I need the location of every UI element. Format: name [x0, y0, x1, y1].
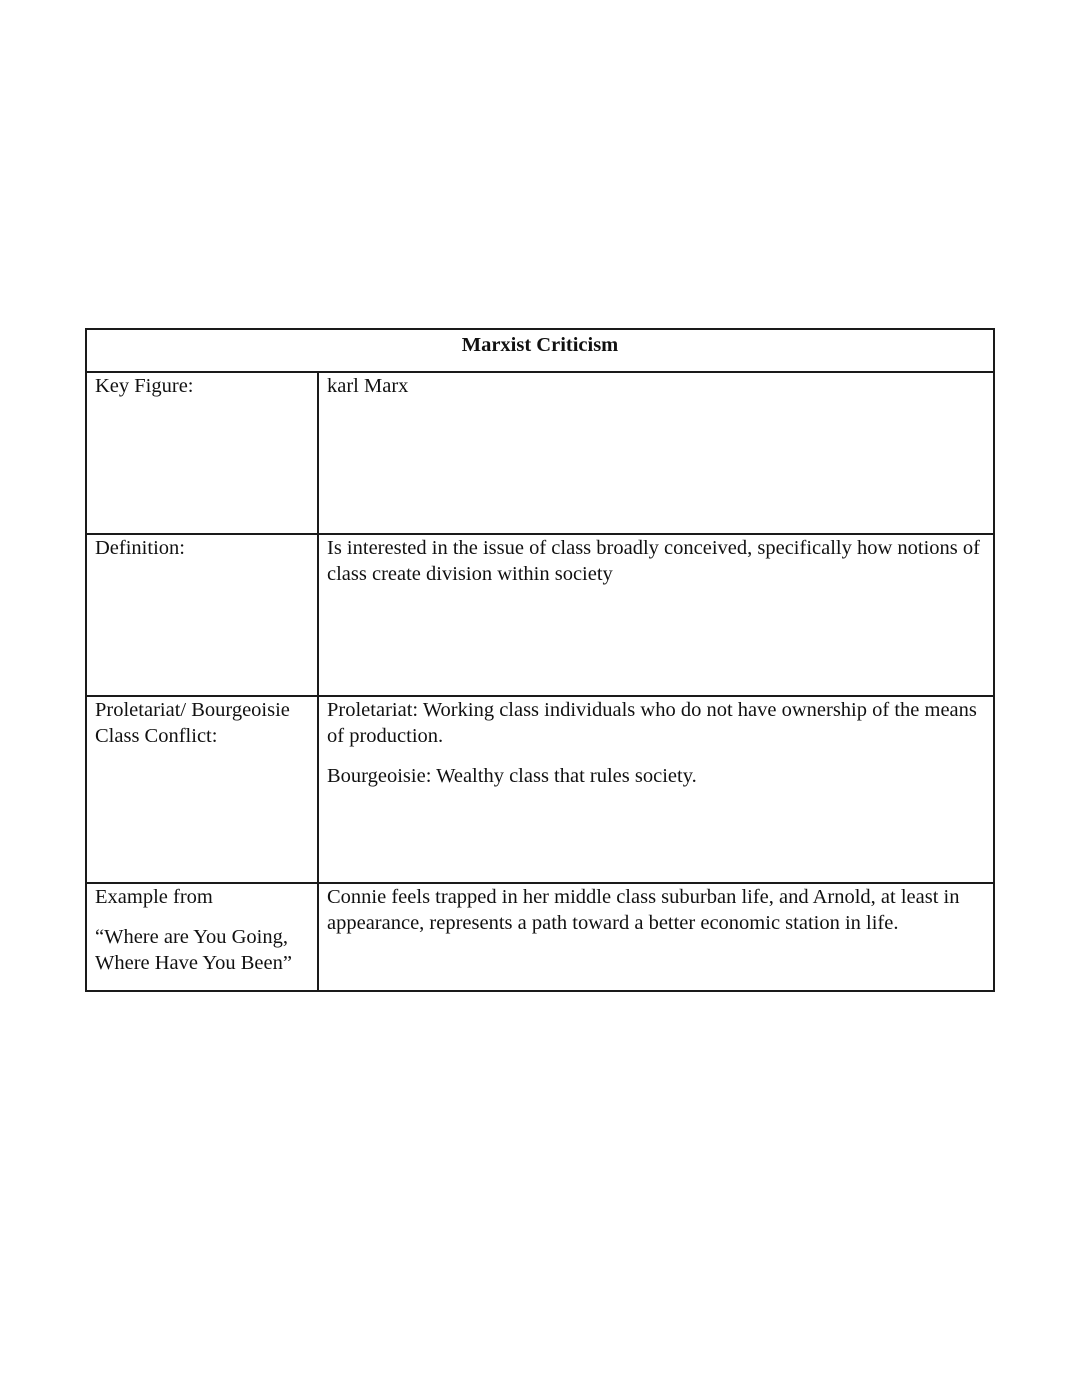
content-text: Is interested in the issue of class broadly conceived, specifically how notions of class create division within society [327, 537, 980, 585]
table-row-example [86, 883, 994, 991]
label-story-title: “Where are You Going, Where Have You Been” [95, 926, 292, 974]
content-text-bourgeoisie: Bourgeoisie: Wealthy class that rules society. [327, 765, 697, 787]
content-text: Connie feels trapped in her middle class suburban life, and Arnold, at least in appearance, represents a path toward a better economic station in life. [327, 886, 960, 934]
label-text: Example from [95, 886, 213, 908]
content-text-proletariat: Proletariat: Working class individuals who do not have ownership of the means of production. [327, 699, 977, 747]
marxist-criticism-table [85, 328, 995, 992]
label-text: Proletariat/ Bourgeoisie Class Conflict: [95, 699, 290, 747]
label-text: Key Figure: [95, 375, 194, 397]
table-row-definition [86, 534, 994, 696]
content-text: karl Marx [327, 375, 409, 397]
row-label [86, 372, 318, 534]
table-title: Marxist Criticism [86, 329, 994, 372]
row-label [86, 696, 318, 883]
row-content [318, 883, 994, 991]
row-content [318, 372, 994, 534]
table-title-row [86, 329, 994, 372]
table-row-key-figure [86, 372, 994, 534]
label-text: Definition: [95, 537, 185, 559]
row-content [318, 534, 994, 696]
row-label [86, 534, 318, 696]
row-label [86, 883, 318, 991]
table-row-class-conflict [86, 696, 994, 883]
row-content [318, 696, 994, 883]
